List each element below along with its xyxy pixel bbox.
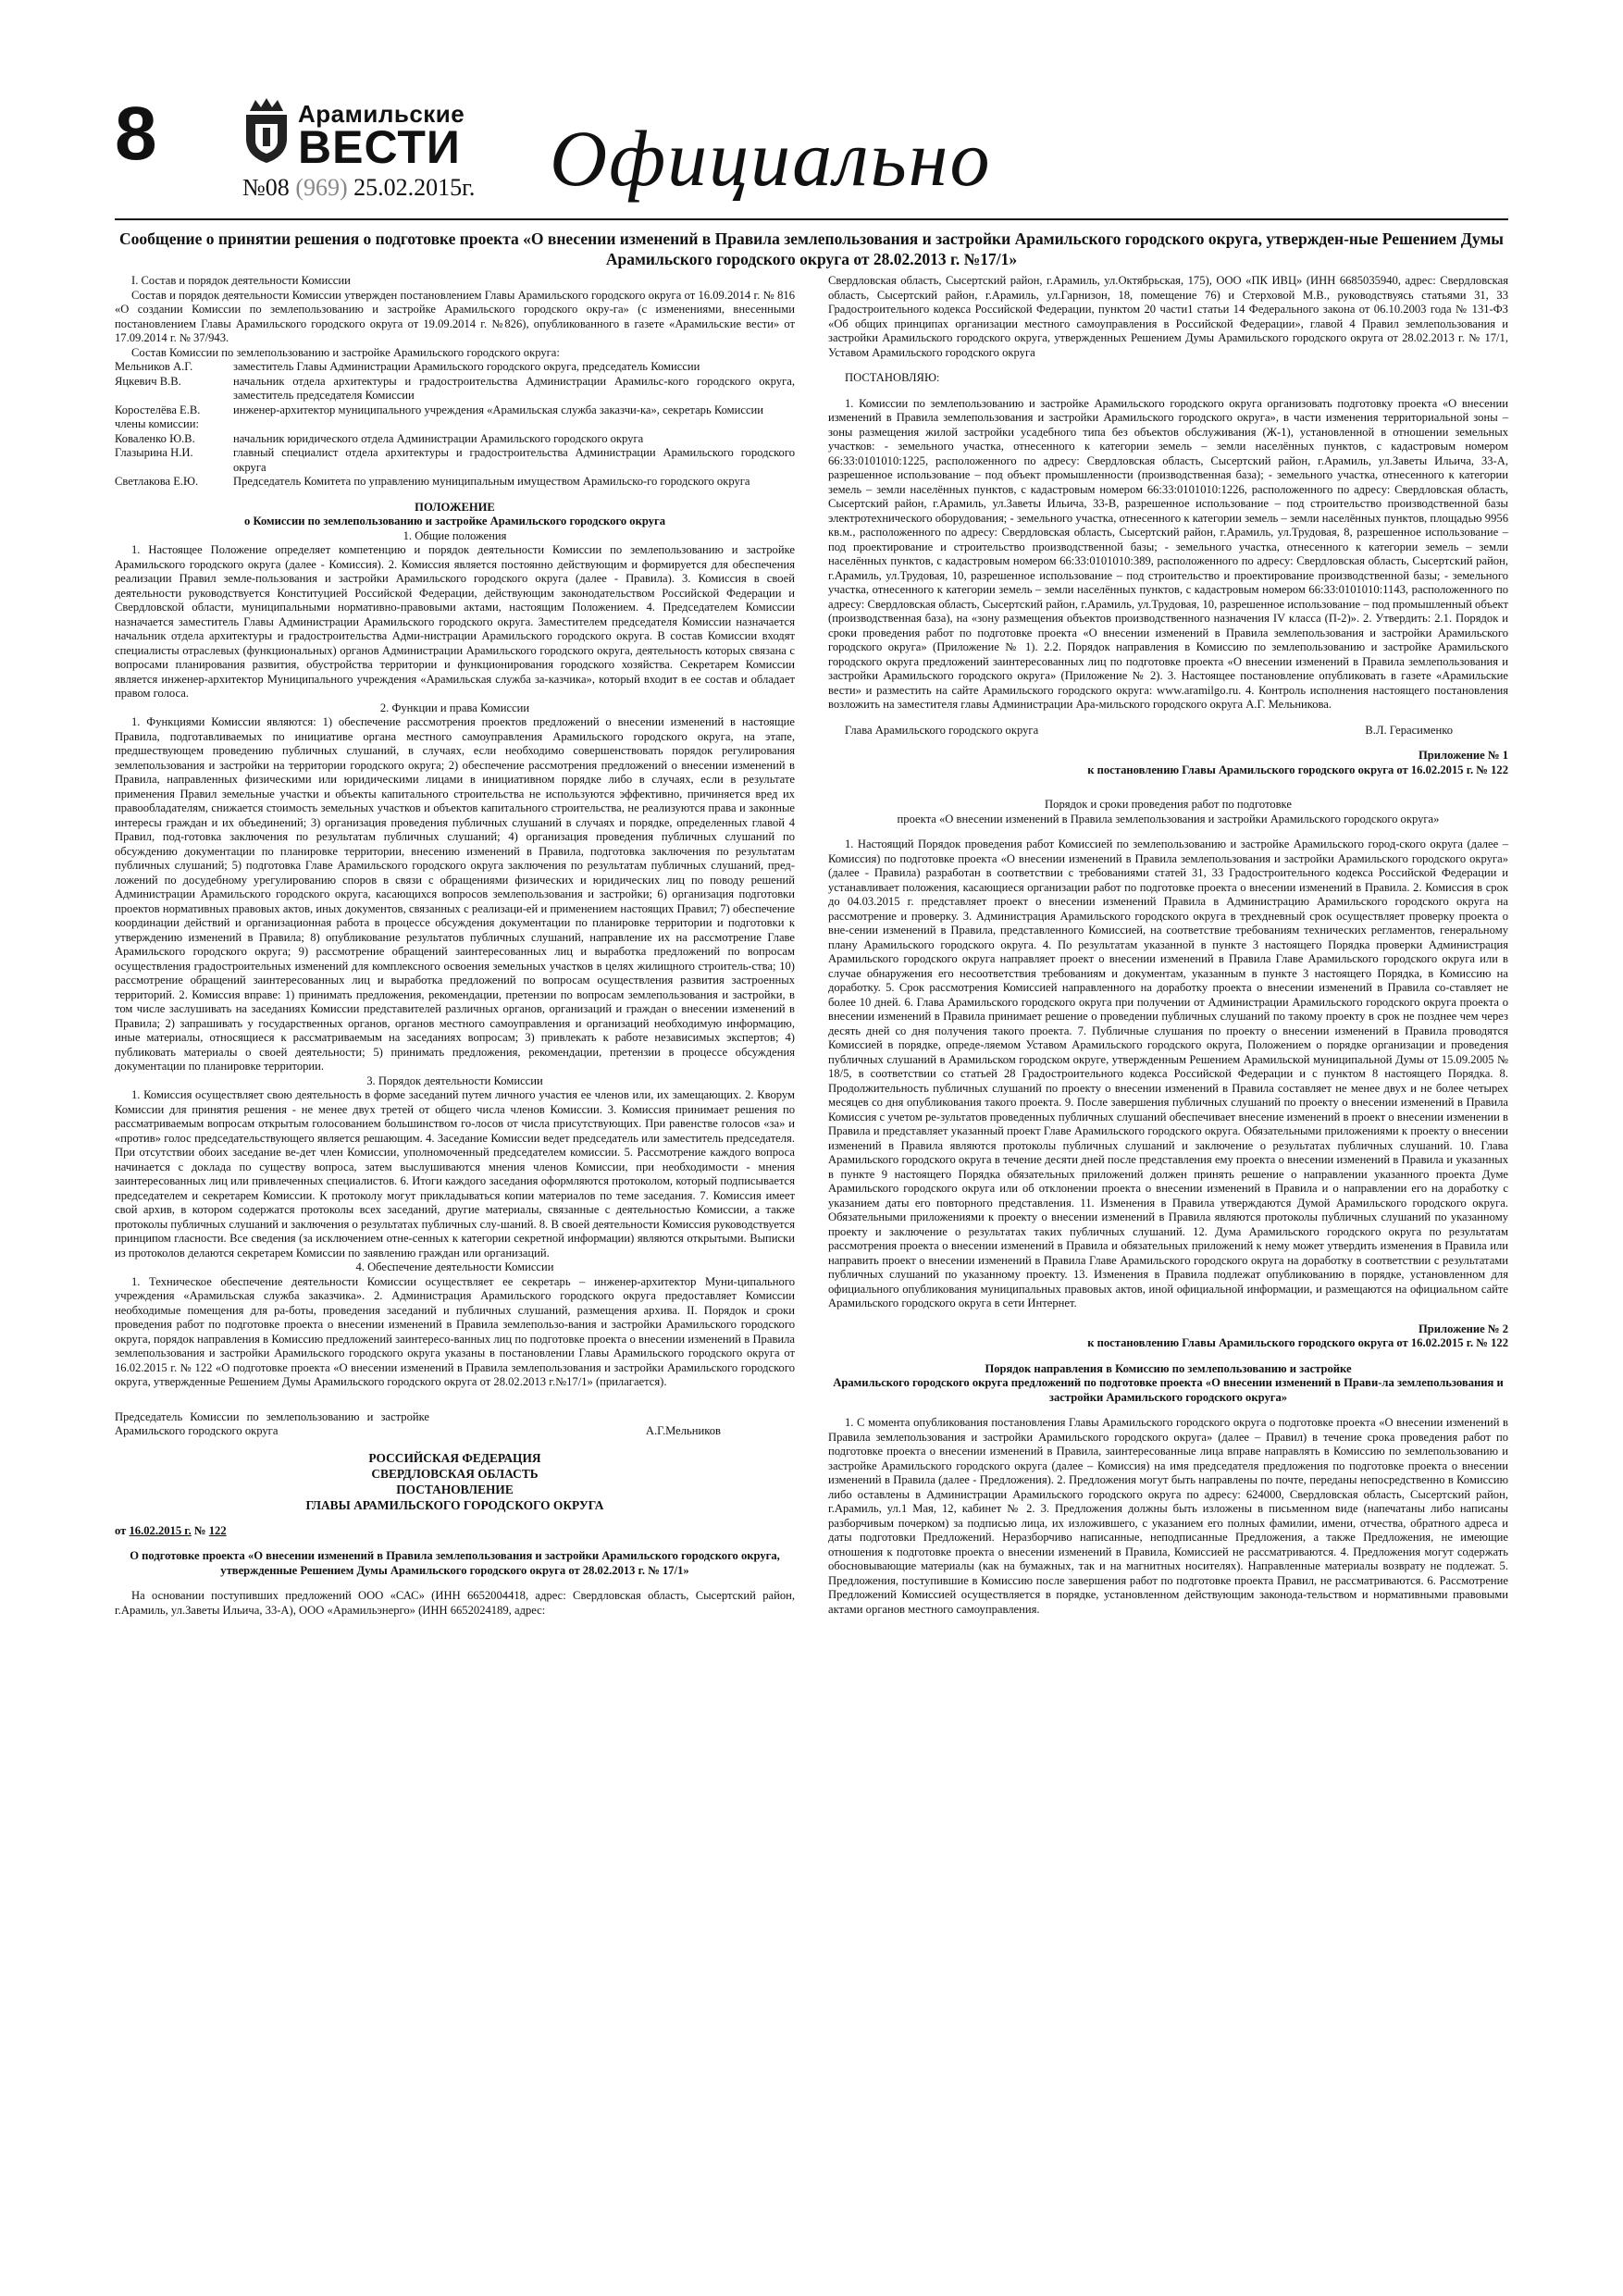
decree-header: ПОСТАНОВЛЕНИЕ — [396, 1482, 514, 1496]
resolve-heading: ПОСТАНОВЛЯЮ: — [845, 371, 940, 384]
paragraph: Состав Комиссии по землепользованию и застройке Арамильского городского округа: — [131, 345, 560, 359]
issue-date: 25.02.2015г. — [353, 174, 476, 201]
paragraph: 1. Настоящее Положение определяет компетенцию и порядок деятельности Комиссии по землепользованию и застройке Арамильского городского округа (далее - Комиссия). 2. Комиссия является постоянно действующим и формируется для обеспечения реализации Правил земле-пользования и застройки Арамильского городского округа (далее - Правила). 3. Комиссия в своей деятельности руководствуется Конституцией Российской Федерации, действующим законодательством Российской Федерации и Свердловской области, муниципальными нормативно-правовыми актами, настоящим Положением. 4. Председателем Комиссии назначается заместитель Главы Администрации Арамильского городского округа. Заместителем председателя Комиссии назначается начальник отдела архитектуры и градостроительства Адми-нистрации Арамильского городского округа. В состав Комиссии входят специалисты отраслевых (функциональных) органов Администрации Арамильского городского округа, деятельность которых связана с вопросами планирования развития, обустройства территории и функционирования городского хозяйства. Секретарем Комиссии является инженер-архитектор Муниципального учреждения «Арамильская служба за-казчика», который входит в ее состав и обладает правом голоса. — [115, 543, 795, 700]
section-heading: 1. Общие положения — [403, 528, 507, 542]
appendix-heading: Порядок и сроки проведения работ по подготовке — [1045, 798, 1292, 811]
section-title: Официально — [550, 114, 992, 203]
decree-number-prefix: № — [193, 1523, 206, 1537]
member-name: Яцкевич В.В. — [115, 374, 181, 388]
appendix-subtitle: к постановлению Главы Арамильского городского округа от 16.02.2015 г. № 122 — [1087, 1336, 1508, 1349]
decree-date-prefix: от — [115, 1523, 127, 1537]
paragraph: Свердловская область, Сысертский район, г.Арамиль, ул.Октябрьская, 175), ООО «ПК ИВЦ» (ИНН 6685035940, адрес: Свердловская область, Сысертский район, г.Арамиль, ул.Гарнизон, 18, помещение 76) и Стерховой М.В., руководствуясь статьями 31, 33 Градостроительного кодекса Российской Федерации, пунктом 20 части1 статьи 14 Федерального закона от 06.10.2003 года № 131-ФЗ «Об общих принципах организации местного самоуправления в Российской Федерации», главой 4 Правил землепользования и застройки Арамильского городского округа, утвержденных Решением Думы Арамильского городского округа от 28.02.2013 г. № 17/1, Уставом Арамильского городского округа — [828, 274, 1508, 359]
chair-name: А.Г.Мельников — [645, 1424, 721, 1437]
appendix-heading: проекта «О внесении изменений в Правила землепользования и застройки Арамильского городского округа» — [897, 812, 1440, 825]
member-role: начальник отдела архитектуры и градостроительства Администрации Арамильс-кого городского округа, заместитель председателя Комиссии — [233, 374, 795, 402]
member-name: Коростелёва Е.В. — [115, 403, 201, 416]
members-label: члены комиссии: — [115, 417, 199, 430]
brand-title: ВЕСТИ — [298, 121, 461, 173]
member-row — [115, 360, 795, 375]
section-heading: 2. Функции и права Комиссии — [379, 701, 530, 714]
member-name: Глазырина Н.И. — [115, 446, 193, 459]
member-row — [115, 446, 795, 475]
paragraph: На основании поступивших предложений ООО «САС» (ИНН 6652004418, адрес: Свердловская область, Сысертский район, г.Арамиль, ул.Заветы Ильича, 33-А), ООО «Арамильэнерго» (ИНН 6652024189, адрес: — [115, 1589, 795, 1617]
member-row — [115, 475, 795, 490]
member-role: Председатель Комитета по управлению муниципальным имуществом Арамильско-го городского округа — [233, 475, 750, 488]
issue-total: (969) — [295, 174, 348, 201]
member-row — [115, 375, 795, 403]
appendix-title: Приложение № 2 — [1418, 1322, 1508, 1335]
appendix-heading: Арамильского городского округа предложений по подготовке проекта «О внесении изменений в Прави-ла землепользования и застройки Арамильского городского округа» — [833, 1376, 1504, 1404]
decree-number: 122 — [208, 1523, 227, 1537]
chair-label: Председатель Комиссии по землепользованию и застройке Арамильского городского округа — [115, 1409, 429, 1437]
page-number: 8 — [115, 92, 157, 176]
paragraph: Состав и порядок деятельности Комиссии утвержден постановлением Главы Арамильского городского округа от 16.09.2014 г. № 816 «О создании Комиссии по землепользованию и застройке Арамильского городского окру-га» (с изменениями, внесенными постановлением Главы Арамильского городского округа от 19.09.2014 г. №826), опубликованного в газете «Арамильские вести» от 17.09.2014 г. № 37/943. — [115, 288, 795, 344]
member-name: Мельников А.Г. — [115, 360, 193, 373]
decree-subject: О подготовке проекта «О внесении изменений в Правила землепользования и застройки Арамильского городского округа, утвержденные Решением Думы Арамильского городского округа от 28.02.2013 г. № 17/1» — [130, 1549, 780, 1577]
paragraph: 1. Функциями Комиссии являются: 1) обеспечение рассмотрения проектов предложений о внесении изменений в настоящие Правила, подготавливаемых по инициативе органа местного самоуправления Арамильского городского округа, на этапе, предшествующем проведению публичных слушаний, в случаях, если необходимо совершенствовать порядок регулирования землепользования и застройки на территории городского округа; 2) обеспечение рассмотрения предложений о внесении изменений в Правила, направленных физическими или юридическими лицами в инициативном порядке либо в случаях, если в результате применения Правил земельные участки и объекты капитального строительства не используются эффективно, причиняется вред их правообладателям, снижается стоимость земельных участков и объектов капитального строительства, не реализуются права и законные интересы граждан и их объединений; 3) организация проведения публичных слушаний в случаях и порядке, определенных главой 4 Правил, под-готовка заключения по результатам публичных слушаний; 4) организация проведения публичных слушаний по обсуждению документации по планировке территории, внесению изменений в Правила, подготовка заключения по результатам публичных слушаний; 5) подготовка Главе Арамильского городского округа заключения по результатам публичных слушаний, пред-ложений по досудебному урегулированию споров в связи с обращениями физических и юридических лиц по поводу решений Администрации Арамильского городского округа, касающихся вопросов землепользования и застройки; 6) организация подготовки проектов нормативных правовых актов, иных документов, связанных с реализаци-ей и применением настоящих Правил; 7) обеспечение координации действий и организационная работа в процессе обсуждения документации по планировке территории и подготовки к утверждению изменений в Правила; 8) опубликование результатов публичных слушаний, направление их на рассмотрение Главе Арамильского городского округа; 9) рассмотрение обращений заинтересованных лиц и выработка предложений по вопросам осуществления градостроительных изменений для комплексного освоения земельных участков в целях жилищного строитель-ства; 10) рассмотрение обращений заинтересованных лиц и выработка предложений по вопросам осуществления развития застроенных территорий. 2. Комиссия вправе: 1) принимать предложения, рекомендации, претензии по вопросам землепользования и застройки, в том числе заслушивать на заседаниях Комиссии представителей различных органов, организаций и граждан о внесении изменений в Правила; 2) запрашивать у государственных органов, органов местного самоуправления и организаций необходимую информацию, иные материалы, относящиеся к рассматриваемым на заседаниях вопросам; 3) привлекать к работе независимых экспертов; 4) публиковать материалы о своей деятельности; 5) принимать предложения, рекомендации, претензии в процессе обсуждения документации по планировке территории. — [115, 715, 795, 1073]
member-row — [115, 432, 795, 447]
paragraph: 1. Настоящий Порядок проведения работ Комиссией по землепользованию и застройке Арамильского город-ского округа (далее – Комиссия) по подготовке проекта «О внесении изменений в Правила землепользования и застройки Арамильского городского округа» (далее - Правила) разработан в соответствии с требованиями статей 31, 33 Градостроительного кодекса Российской Федерации и устанавливает положения, касающиеся организации работ по подготовке проекта о внесении изменений в Правила. 2. Комиссия в срок до 04.03.2015 г. представляет проект о внесении изменений Правила в Администрацию Арамильского городского округа на рассмотрение и проверку. 3. Администрация Арамильского городского округа в трехдневный срок осуществляет проверку проекта о вне-сении изменений в Правила, представленного Комиссией, на соответствие требованиям технических регламентов, генеральному плану Арамильского городского округа. 4. По результатам указанной в пункте 3 настоящего Порядка проверки Администрация Арамильского городского округа направляет проект о внесении изменений в Правила Главе Арамильского городского округа или в случае обнаружения его несоответствия требованиям и документам, указанным в пункте 3 настоящего Порядка, в Комиссию на доработку. 5. Срок рассмотрения Комиссией направленного на доработку проекта о внесении изменений в Правила со-ставляет не более 10 дней. 6. Глава Арамильского городского округа при получении от Администрации Арамильского городского округа проекта о внесении изменений в Правила принимает решение о проведении публичных слушаний по такому проекту в срок не позднее чем через десять дней со дня получения такого проекта. 7. Публичные слушания по проекту о внесении изменений в Правила проводятся Комиссией в порядке, опреде-ляемом Уставом Арамильского городского округа, Положением о порядке организации и проведения публичных слушаний в Арамильском городском округе, утвержденным Решением Арамильской муниципальной Думы от 15.09.2005 № 18/5, в соответствии со статьей 28 Градостроительного кодекса Российской Федерации и с пунктом 8 настоящего Порядка. 8. Продолжительность публичных слушаний по проекту о внесении изменений в Правила составляет не менее двух и не более четырех месяцев со дня опубликования такого проекта. 9. После завершения публичных слушаний по проекту о внесении изменений в Правила Комиссия с учетом ре-зультатов проведенных публичных слушаний обеспечивает внесение изменений в проект о внесении изменении в Правила и представляет указанный проект Главе Арамильского городского округа. Обязательными приложениями к проекту о внесении изменений в Правила являются протоколы публичных слушаний и заключение о результатах публичных слушаний. 10. Глава Арамильского городского округа в течение десяти дней после представления ему проекта о внесении изменений в Правила и указанных в пункте 9 настоящего Порядка обязательных приложений должен принять решение о направлении указанного проекта Думе Арамильского городского округа или об отклонении проекта о внесении изменений в Правила и о направлении его на доработку с указанием даты его повторного представления. 11. Изменения в Правила утверждаются Думой Арамильского городского округа. Обязательными приложениями к проекту о внесении изменений в Правила являются протоколы публичных слушаний по указанному проекту и заключение о результатах таких публичных слушаний. 12. Дума Арамильского городского округа по результатам рассмотрения проекта о внесении изменений в Правила и обязательных приложений к нему может утвердить изменения в Правила или направить проект о внесении изменений в Правила Главе Арамильского городского округа на доработку в соответствии с результатами публичных слушаний по указанному проекту. 13. Изменения в Правила подлежат опубликованию в порядке, установленном для официального опубликования муниципальных правовых актов, иной официальной информации, и размещаются на официальном сайте Арамильского городского округа в сети Интернет. — [828, 838, 1508, 1309]
headline: Сообщение о принятии решения о подготовке проекта «О внесении изменений в Правила землепользования и застройки Арамильского городского округа, утвержден-ные Решением Думы Арамильского городского округа от 28.02.2013 г. №17/1» — [119, 230, 1504, 268]
member-role: главный специалист отдела архитектуры и градостроительства Администрации Арамильского городского округа — [233, 446, 795, 474]
decree-header: СВЕРДЛОВСКАЯ ОБЛАСТЬ — [371, 1466, 539, 1481]
head-signature — [828, 724, 1508, 738]
decree-header: РОССИЙСКАЯ ФЕДЕРАЦИЯ — [368, 1450, 541, 1465]
paragraph: 1. Техническое обеспечение деятельности Комиссии осуществляет ее секретарь – инженер-архитектор Муни-ципального учреждения «Арамильская служба заказчика». 2. Администрация Арамильского городского округа предоставляет Комиссии необходимые помещения для ра-боты, проведения заседаний и публичных слушаний, размещения архива. II. Порядок и сроки проведения работ по подготовке проекта о внесении изменений в Правила землепользо-вания и застройки Арамильского городского округа, порядок направления в Комиссию предложений заинтересо-ванных лиц по подготовке проекта о внесении изменений в Правила землепользования и застройки Арамильского городского округа указаны в постановлении Главы Арамильского городского округа от 16.02.2015 г. № 122 «О подготовке проекта «О внесении изменений в Правила землепользования и застройки Арамильского городского округа, утвержденные Решением Думы Арамильского городского округа от 28.02.2013 г.№17/1» (прилагается). — [115, 1274, 795, 1388]
decree-date: 16.02.2015 г. — [129, 1523, 192, 1537]
member-role: заместитель Главы Администрации Арамильского городского округа, председатель Комиссии — [233, 360, 700, 373]
decree-header: ГЛАВЫ АРАМИЛЬСКОГО ГОРОДСКОГО ОКРУГА — [305, 1497, 604, 1512]
section-heading: 3. Порядок деятельности Комиссии — [366, 1074, 543, 1087]
head-name: В.Л. Герасименко — [1365, 723, 1453, 737]
appendix-heading: Порядок направления в Комиссию по землепользованию и застройке — [985, 1361, 1352, 1375]
member-name: Коваленко Ю.В. — [115, 431, 195, 445]
header-rule — [115, 218, 1508, 220]
regulation-subtitle: о Комиссии по землепользованию и застройке Арамильского городского округа — [244, 515, 665, 527]
paragraph: 1. С момента опубликования постановления Главы Арамильского городского округа о подготовке проекта «О внесении изменений в Правила землепользования и застройки Арамильского городского округа» (далее – Правил) в течение срока проведения работ по подготовке проекта о внесении изменений в Правила, заинтересованные лица вправе направлять в Комиссию по землепользованию и застройке Арамильского городского округа (далее – Комиссия) на имя председателя предложения по подготовке проекта о внесении изменений в Правила (далее - Предложения). 2. Предложения могут быть направлены по почте, переданы непосредственно в Комиссию либо оставлены в Администрации Арамильского городского округа по адресу: 624000, Свердловская область, Сысертский район, г.Арамиль, ул.1 Мая, 12, кабинет № 2. 3. Предложения должны быть изложены в письменном виде (напечатаны либо написаны разборчивым почерком) за подписью лица, их изложившего, с указанием его полных фамилии, имени, отчества, обратного адреса и даты подготовки Предложений. Неразборчиво написанные, неподписанные Предложения, а также Предложения, не имеющие отношения к подготовке проекта о внесении изменений в Правила, Комиссией не рассматриваются. 4. Предложения могут содержать обосновывающие материалы (как на бумажных, так и на магнитных носителях). Направленные материалы возврату не подлежат. 5. Предложения, поступившие в Комиссию после завершения работ по подготовке проекта Правил, не рассматриваются. 6. Рассмотрение Предложений Комиссией осуществляется в порядке, установленном действующим законода-тельством и нормативными правовыми актами органов местного самоуправления. — [828, 1416, 1508, 1616]
issue-number: №08 — [242, 174, 290, 201]
member-row — [115, 403, 795, 418]
right-column — [828, 274, 1508, 1617]
section-heading: 4. Обеспечение деятельности Комиссии — [355, 1260, 554, 1273]
member-role: начальник юридического отдела Администрации Арамильского городского округа — [233, 431, 644, 445]
paragraph: I. Состав и порядок деятельности Комиссии — [131, 274, 351, 287]
paragraph: 1. Комиссии по землепользованию и застройке Арамильского городского округа организовать подготовку проекта «О внесении изменений в Правила землепользования и застройки Арамильского городского округа», в части изменения территориальной зоны – зоны размещения жилой застройки усадебного типа без объектов обслуживания (Ж-1), установленной в отношении земельных участков: - земельного участка, отнесенного к категории земель – земли населённых пунктов, с кадастровым номером 66:33:0101010:1225, расположенного по адресу: Свердловская область, Сысертский район, г.Арамиль, ул.Заветы Ильича, 33-А, разрешенное использование – под объект промышленности (производственная база); - земельного участка, отнесенного к категории земель – земли населённых пунктов, с кадастровым номером 66:33:0101010:1226, расположенного по адресу: Свердловская область, Сысертский район, г.Арамиль, ул.Заветы Ильича, 33-В, разрешенное использование – под строительство производственной базы электротехнического оборудования; - земельного участка, отнесенного к категории земель – земли населённых пунктов, площадью 9956 кв.м., расположенного по адресу: Свердловская область, Сысертский район, г.Арамиль, ул.Трудовая, 8, разрешенное использование – под проектирование и строительство производственной базы; - земельного участка, отнесенного к категории земель – земли населённых пунктов, с кадастровым номером 66:33:0101010:389, расположенного по адресу: Свердловская область, Сысертский район, г.Арамиль, ул.Трудовая, 10, разрешенное использование – под строительство и проектирование производственной базы; - земельного участка, отнесенного к категории земель – земли населённых пунктов, с кадастровым номером 66:33:0101010:1143, расположенного по адресу: Свердловская область, Сысертский район, г.Арамиль, ул.Трудовая, 10, разрешенное использование – под промышленный объект (производственная база), на «зону размещения объектов производственного назначения IV класса (П-2)». 2. Утвердить: 2.1. Порядок и сроки проведения работ по подготовке проекта «О внесении изменений в Правила землепользования и застройки Арамильского городского округа» (Приложение № 1). 2.2. Порядок направления в Комиссию по землепользованию и застройке Арамильского городского округа предложений заинтересованных лиц по подготовке проекта «О внесении изменений в Правила землепользования и застройки Арамильского городского округа» (Приложение № 2). 3. Настоящее постановление опубликовать в газете «Арамильские вести» и разместить на сайте Арамильского городского округа: www.aramilgo.ru. 4. Контроль исполнения настоящего постановления возложить на заместителя главы Администрации Ара-мильского городского округа А.Г. Мельникова. — [828, 396, 1508, 711]
chair-signature — [115, 1410, 795, 1439]
regulation-title: ПОЛОЖЕНИЕ — [415, 500, 495, 514]
appendix-subtitle: к постановлению Главы Арамильского городского округа от 16.02.2015 г. № 122 — [1087, 763, 1508, 776]
decree-date-line — [115, 1524, 795, 1539]
paragraph: 1. Комиссия осуществляет свою деятельность в форме заседаний путем личного участия ее членов или, их замещающих. 2. Кворум Комиссии для принятия решения - не менее двух третей от общего числа членов Комиссии. 3. Комиссия принимает решения по рассматриваемым вопросам открытым голосованием большинством го-лосов от числа присутствующих. При равенстве голосов «за» и «против» голос председательствующего является решающим. 4. Заседание Комиссии ведет председатель или заместитель председателя. При отсутствии обоих заседание ве-дет член Комиссии, уполномоченный председателем комиссии. 5. Рассмотрение каждого вопроса начинается с доклада по существу вопроса, затем выслушиваются мнения членов Комиссии, при необходимости - мнения заинтересованных лиц или привлеченных специалистов. 6. Итоги каждого заседания оформляются протоколом, который подписывается председателем и секретарем Комиссии. К протоколу могут прикладываться копии материалов по теме заседания. 7. Комиссия имеет свой архив, в котором содержатся протоколы всех заседаний, другие материалы, связанные с деятельностью Комиссии, а также протоколы публичных слушаний и заключения о результатах публичных слу-шаний. 8. В своей деятельности Комиссия руководствуется принципом гласности. Все сведения (за исключением отне-сенных к категории секретной информации) являются открытыми. Выписки из протоколов делаются секретарем Комиссии по заявлению граждан или организаций. — [115, 1088, 795, 1260]
masthead — [242, 96, 474, 205]
member-role: инженер-архитектор муниципального учреждения «Арамильская служба заказчи-ка», секретарь Комиссии — [233, 403, 764, 416]
issue-info — [242, 174, 475, 202]
left-column — [115, 274, 795, 1618]
member-name: Светлакова Е.Ю. — [115, 475, 199, 488]
head-label: Глава Арамильского городского округа — [845, 723, 1039, 737]
appendix-title: Приложение № 1 — [1418, 749, 1508, 762]
brand-subtitle: Арамильские — [298, 100, 465, 128]
coat-of-arms-icon — [242, 96, 291, 163]
